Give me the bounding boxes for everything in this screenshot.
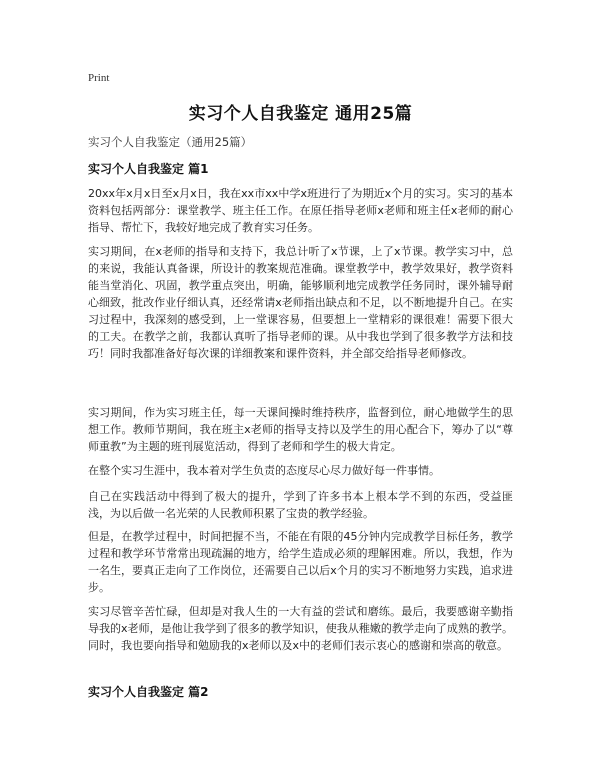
paragraph: 在整个实习生涯中，我本着对学生负责的态度尽心尽力做好每一件事情。: [88, 464, 440, 477]
document-subtitle: 实习个人自我鉴定（通用25篇）: [88, 135, 253, 149]
paragraph: 自己在实践活动中得到了极大的提升，学到了许多书本上根本学不到的东西，受益匪浅，为以后做一名光荣的人民教师积累了宝贵的教学经验。: [88, 490, 513, 520]
paragraph: 实习期间，作为实习班主任，每一天课间操时维持秩序，监督到位，耐心地做学生的思想工作。教师节期间，我在班主x老师的指导支持以及学生的用心配合下，筹办了以“尊师重教”为主题的班刊展览活动，得到了老师和学生的极大肯定。: [88, 406, 513, 453]
paragraph: 但是，在教学过程中，时间把握不当，不能在有限的45分钟内完成教学目标任务，教学过程和教学环节常常出现疏漏的地方，给学生造成必须的理解困难。所以，我想，作为一名生，要真正走向了工作岗位，还需要自己以后x个月的实习不断地努力实践，追求进步。: [88, 530, 513, 594]
print-label[interactable]: Print: [88, 72, 110, 84]
section-heading-2: 实习个人自我鉴定 篇2: [88, 685, 209, 699]
paragraph: 实习尽管辛苦忙碌，但却是对我人生的一大有益的尝试和磨练。最后，我要感谢辛勤指导我的x老师，是他让我学到了很多的教学知识，使我从稚嫩的教学走向了成熟的教学。同时，我也要向指导和勉励我的x老师以及x中的老师们表示衷心的感谢和崇高的敬意。: [88, 605, 513, 652]
paragraph: 20xx年x月x日至x月x日，我在xx市xx中学x班进行了为期近x个月的实习。实习的基本资料包括两部分：课堂教学、班主任工作。在原任指导老师x老师和班主任x老师的耐心指导、帮忙下，我较好地完成了教育实习任务。: [88, 187, 513, 234]
paragraph: 实习期间，在x老师的指导和支持下，我总计听了x节课，上了x节课。教学实习中，总的来说，我能认真备课，所设计的教案规范准确。课堂教学中，教学效果好，教学资料能当堂消化、巩固，教学重点突出，明确，能够顺利地完成教学任务同时，课外辅导耐心细致，批改作业仔细认真，还经常请x老师指出缺点和不足，以不断地提升自己。在实习过程中，我深刻的感受到，上一堂课容易，但要想上一堂精彩的课很难！需要下很大的工夫。在教学之前，我都认真听了指导老师的课。从中我也学到了很多教学方法和技巧！同时我都准备好每次课的详细教案和课件资料，并全部交给指导老师修改。: [88, 245, 513, 360]
page-title: 实习个人自我鉴定 通用25篇: [188, 104, 413, 124]
section-heading-1: 实习个人自我鉴定 篇1: [88, 162, 209, 176]
